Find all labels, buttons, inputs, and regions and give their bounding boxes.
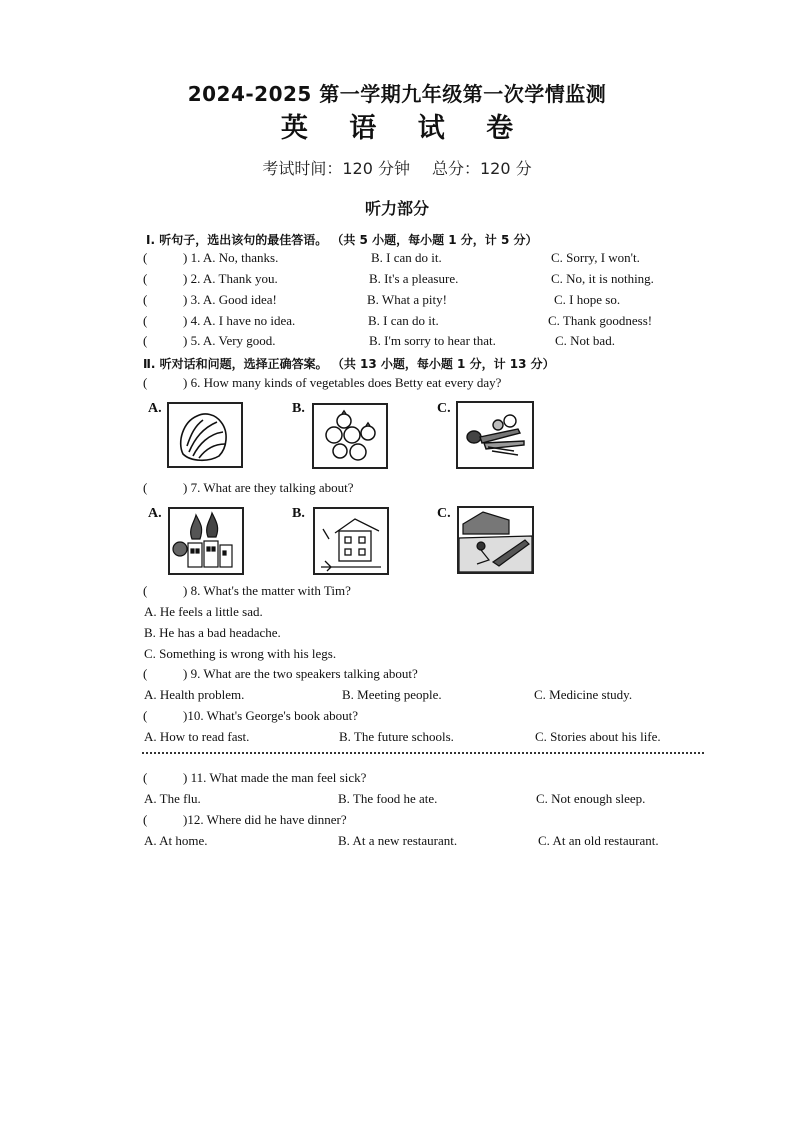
q8-option-c: C. Something is wrong with his legs.: [144, 646, 337, 661]
question-stem: ) 9. What are the two speakers talking about?: [183, 666, 418, 681]
flood-image[interactable]: [457, 506, 534, 574]
question-stem: ) 3. A. Good idea!: [183, 292, 277, 307]
q9-option-a: A. Health problem.: [144, 687, 245, 702]
subject-title: 英 语 试 卷: [280, 113, 530, 144]
question-stem: ) 2. A. Thank you.: [183, 271, 278, 286]
answer-blank[interactable]: (: [143, 812, 148, 827]
q11-option-b: B. The food he ate.: [338, 791, 438, 806]
answer-blank[interactable]: (: [143, 583, 148, 598]
potatoes-image[interactable]: [312, 403, 388, 469]
answer-blank[interactable]: (: [143, 666, 148, 681]
question-stem: ) 4. A. I have no idea.: [183, 313, 296, 328]
answer-blank[interactable]: (: [143, 250, 148, 265]
answer-blank[interactable]: (: [143, 333, 148, 348]
question-stem: ) 1. A. No, thanks.: [183, 250, 279, 265]
question-stem: ) 11. What made the man feel sick?: [183, 770, 367, 785]
image-label-c: C.: [437, 506, 451, 521]
answer-blank[interactable]: (: [143, 313, 148, 328]
q10-option-b: B. The future schools.: [339, 729, 454, 744]
option-b: B. What a pity!: [367, 292, 447, 307]
q10-option-c: C. Stories about his life.: [535, 729, 661, 744]
option-c: C. Sorry, I won't.: [551, 250, 640, 265]
option-c: C. I hope so.: [554, 292, 621, 307]
earthquake-image[interactable]: [313, 507, 389, 575]
answer-blank[interactable]: (: [143, 292, 148, 307]
exam-title: 2024-2025 第一学期九年级第一次学情监测: [187, 82, 607, 106]
q8-option-b: B. He has a bad headache.: [144, 625, 281, 640]
option-b: B. I'm sorry to hear that.: [369, 333, 496, 348]
answer-blank[interactable]: (: [143, 770, 148, 785]
section-title: 听力部分: [364, 199, 429, 218]
option-b: B. I can do it.: [371, 250, 442, 265]
question-stem: ) 5. A. Very good.: [183, 333, 276, 348]
question-9: [143, 666, 418, 682]
fire-image[interactable]: [168, 507, 244, 575]
answer-blank[interactable]: (: [143, 271, 148, 286]
question-stem: ) 8. What's the matter with Tim?: [183, 583, 351, 598]
part2-heading: Ⅱ. 听对话和问题，选择正确答案。 （共 13 小题，每小题 1 分，计 13 分）: [143, 357, 555, 371]
question-stem: ) 6. How many kinds of vegetables does Betty eat every day?: [183, 375, 502, 390]
answer-blank[interactable]: (: [143, 480, 148, 495]
q11-option-a: A. The flu.: [144, 791, 201, 806]
time-label: 考试时间：120 分钟: [262, 159, 410, 178]
question-6: [143, 375, 501, 391]
q12-option-b: B. At a new restaurant.: [338, 833, 458, 848]
dotted-separator: [142, 752, 704, 754]
option-c: C. Not bad.: [555, 333, 615, 348]
option-c: C. Thank goodness!: [548, 313, 653, 328]
q10-option-a: A. How to read fast.: [144, 729, 250, 744]
question-10: [143, 708, 358, 724]
score-label: 总分：120 分: [432, 159, 532, 178]
q12-option-c: C. At an old restaurant.: [538, 833, 659, 848]
question-12: [143, 812, 347, 828]
option-b: B. I can do it.: [368, 313, 439, 328]
q11-option-c: C. Not enough sleep.: [536, 791, 646, 806]
image-label-b: B.: [292, 506, 305, 521]
question-11: [143, 770, 366, 786]
question-stem: ) 7. What are they talking about?: [183, 480, 354, 495]
answer-blank[interactable]: (: [143, 708, 148, 723]
cabbage-image[interactable]: [167, 402, 243, 468]
question-8: [143, 583, 351, 599]
image-label-a: A.: [148, 401, 162, 416]
image-label-c: C.: [437, 401, 451, 416]
q9-option-c: C. Medicine study.: [534, 687, 633, 702]
question-7: [143, 480, 354, 496]
question-stem: )12. Where did he have dinner?: [183, 812, 347, 827]
image-label-b: B.: [292, 401, 305, 416]
q12-option-a: A. At home.: [144, 833, 208, 848]
question-stem: )10. What's George's book about?: [183, 708, 358, 723]
mixed-vegetables-image[interactable]: [456, 401, 534, 469]
exam-info: [0, 156, 794, 179]
option-c: C. No, it is nothing.: [551, 271, 654, 286]
option-b: B. It's a pleasure.: [369, 271, 459, 286]
answer-blank[interactable]: (: [143, 375, 148, 390]
part1-heading: Ⅰ. 听句子，选出该句的最佳答语。 （共 5 小题，每小题 1 分，计 5 分）: [146, 233, 538, 247]
q9-option-b: B. Meeting people.: [342, 687, 442, 702]
image-label-a: A.: [148, 506, 162, 521]
q8-option-a: A. He feels a little sad.: [144, 604, 263, 619]
